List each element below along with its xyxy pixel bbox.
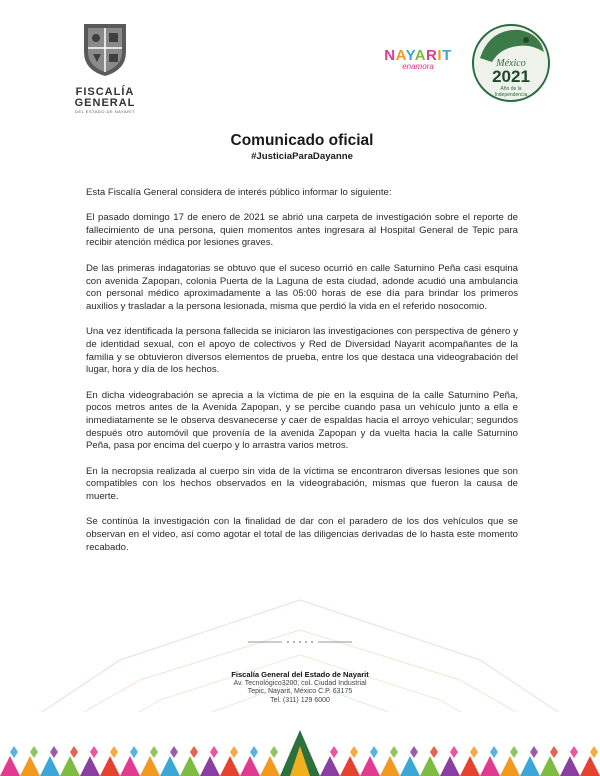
mexico-word: México — [496, 58, 526, 69]
document-hashtag: #JusticiaParaDayanne — [251, 151, 353, 162]
paragraph: Esta Fiscalía General considera de interés público informar lo siguiente: — [86, 186, 392, 198]
mexico-year: 2021 — [492, 67, 530, 86]
footer-institution-name: Fiscalía General del Estado de Nayarit — [231, 670, 369, 679]
nayarit-letter: R — [426, 47, 438, 64]
fiscalia-logo-text: FISCALÍA GENERAL — [74, 86, 136, 109]
paragraph: Se continúa la investigación con la finalidad de dar con el paradero de los dos vehículos que se observan en el video, así como agotar el total de las diligencias derivadas de lo hasta este momento recabado. — [86, 516, 518, 553]
footer-divider — [248, 640, 352, 644]
footer-address — [196, 671, 404, 705]
fiscalia-logo-subtitle: DEL ESTADO DE NAYARIT — [75, 109, 135, 114]
footer-address-line-1: Av. Tecnológico3200, col. Ciudad Industrial — [233, 679, 367, 687]
mexico-line2: Independencia — [494, 92, 528, 98]
paragraph: En dicha videograbación se aprecia a la víctima de pie en la esquina de la calle Saturnino Peña, pocos metros antes de la Avenida Zapopan, y se percibe cuando pasa un vehículo junto a ella e inmediatamente se le observa desvanecerse y caer de espaldas hacia el arroyo vehicular; segundos después otro automóvil que provenía de la avenida Zapopan y da vuelta hacia la calle Saturnino Peña, pasa por encima del cuerpo y lo arrastra varios metros. — [86, 389, 518, 452]
footer-address-line-2: Tepic, Nayarit, México C.P. 63175 — [247, 688, 353, 696]
document-title: Comunicado oficial — [230, 132, 374, 149]
document-body — [86, 132, 518, 554]
nayarit-letter: A — [395, 47, 406, 64]
nayarit-wordmark — [372, 48, 464, 63]
mexico-line1: Año de la — [500, 86, 522, 92]
nayarit-letter: A — [414, 47, 427, 64]
nayarit-letter: Y — [405, 47, 415, 64]
fiscalia-logo — [70, 22, 140, 114]
coat-of-arms-icon — [82, 22, 128, 78]
nayarit-logo — [372, 48, 464, 71]
paragraph: Una vez identificada la persona fallecida se iniciaron las investigaciones con perspectiva de género y de identidad sexual, con el apoyo de colectivos y Red de Diversidad Nayarit acompañantes de la familia y se obtuvieron diversos elementos de prueba, entre los que destaca una videograbación del lugar, hora y día de los hechos. — [86, 326, 518, 376]
paragraph: El pasado domingo 17 de enero de 2021 se abrió una carpeta de investigación sobre el reporte de fallecimiento de una persona, quien momentos antes ingresara al Hospital General de Tepic para recibir atención médica por lesiones graves. — [86, 212, 518, 249]
footer-phone: Tel. (311) 129 6000 — [270, 696, 330, 704]
paragraph: En la necropsia realizada al cuerpo sin vida de la víctima se encontraron diversas lesiones que son compatibles con los hechos observados en la videograbación, mismas que fueron la causa de muerte. — [86, 465, 518, 502]
mexico-2021-logo — [470, 22, 552, 104]
nayarit-letter: I — [437, 47, 443, 64]
decorative-bottom-band — [0, 712, 600, 776]
paragraph: De las primeras indagatorias se obtuvo que el suceso ocurrió en calle Saturnino Peña casi esquina con avenida Zapopan, colonia Puerta de la Laguna de esta ciudad, adonde acudió una ambulancia con personal médico aproximadamente a las 05:00 horas de ese día para brindar los primeros auxilios y trasladar a la persona lesionada, misma que perdió la vida en el referido nosocomio. — [86, 262, 518, 312]
nayarit-letter: T — [442, 47, 452, 64]
nayarit-tagline: enamora — [402, 62, 434, 71]
nayarit-letter: N — [384, 47, 396, 64]
